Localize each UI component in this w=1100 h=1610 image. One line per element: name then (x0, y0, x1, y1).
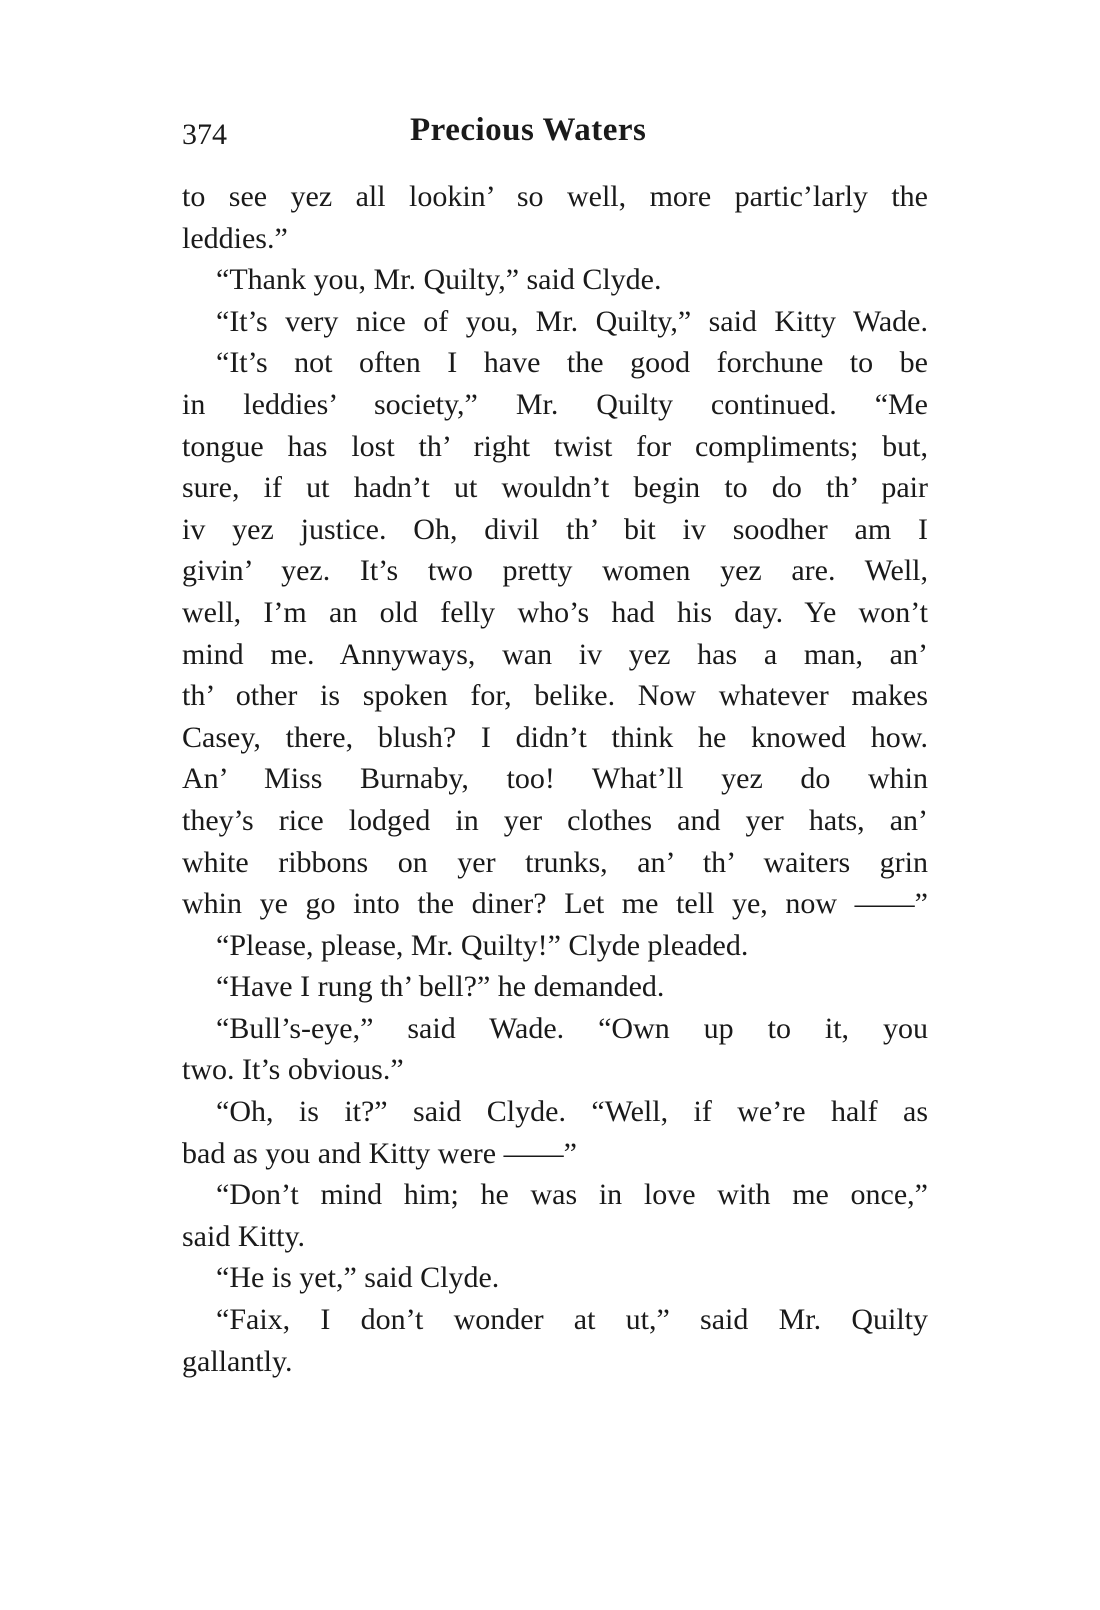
text-line: Casey, there, blush? I didn’t think he knowed how. (182, 720, 928, 754)
text-line: whin ye go into the diner? Let me tell ye, now ——” (182, 887, 928, 921)
text-line: iv yez justice. Oh, divil th’ bit iv soodher am I (182, 512, 928, 546)
text-line: “He is yet,” said Clyde. (216, 1261, 500, 1295)
text-line: givin’ yez. It’s two pretty women yez are. Well, (182, 554, 928, 588)
text-line: to see yez all lookin’ so well, more partic’larly the (182, 180, 928, 213)
text-line: “Oh, is it?” said Clyde. “Well, if we’re half as (216, 1095, 928, 1129)
text-line: sure, if ut hadn’t ut wouldn’t begin to do th’ pair (182, 471, 928, 505)
text-line: th’ other is spoken for, belike. Now whatever makes (182, 679, 928, 713)
text-line: white ribbons on yer trunks, an’ th’ waiters grin (182, 845, 928, 879)
text-line: well, I’m an old felly who’s had his day. Ye won’t (182, 595, 928, 629)
text-line: gallantly. (182, 1344, 293, 1378)
text-line: said Kitty. (182, 1219, 306, 1253)
text-line: “Don’t mind him; he was in love with me once,” (216, 1178, 928, 1212)
text-line: “Bull’s-eye,” said Wade. “Own up to it, you (216, 1011, 928, 1045)
page-number: 374 (182, 118, 227, 151)
text-line: mind me. Annyways, wan iv yez has a man, an’ (182, 637, 928, 671)
text-line: “Please, please, Mr. Quilty!” Clyde pleaded. (216, 928, 749, 962)
text-line: An’ Miss Burnaby, too! What’ll yez do whin (182, 762, 928, 796)
text-line: they’s rice lodged in yer clothes and yer hats, an’ (182, 803, 928, 837)
text-line: tongue has lost th’ right twist for compliments; but, (182, 429, 928, 463)
text-line: two. It’s obvious.” (182, 1053, 404, 1087)
text-line: leddies.” (182, 221, 288, 255)
text-line: bad as you and Kitty were ——” (182, 1136, 577, 1170)
text-line: “It’s very nice of you, Mr. Quilty,” said Kitty Wade. (216, 304, 928, 338)
running-head (182, 112, 930, 156)
running-title: Precious Waters (410, 112, 647, 148)
text-line: in leddies’ society,” Mr. Quilty continued. “Me (182, 387, 928, 421)
text-line: “Faix, I don’t wonder at ut,” said Mr. Quilty (216, 1303, 928, 1337)
body-text (182, 176, 928, 1382)
text-line: “Have I rung th’ bell?” he demanded. (216, 970, 665, 1004)
text-line: “It’s not often I have the good forchune to be (216, 346, 928, 380)
text-line: “Thank you, Mr. Quilty,” said Clyde. (216, 263, 662, 297)
